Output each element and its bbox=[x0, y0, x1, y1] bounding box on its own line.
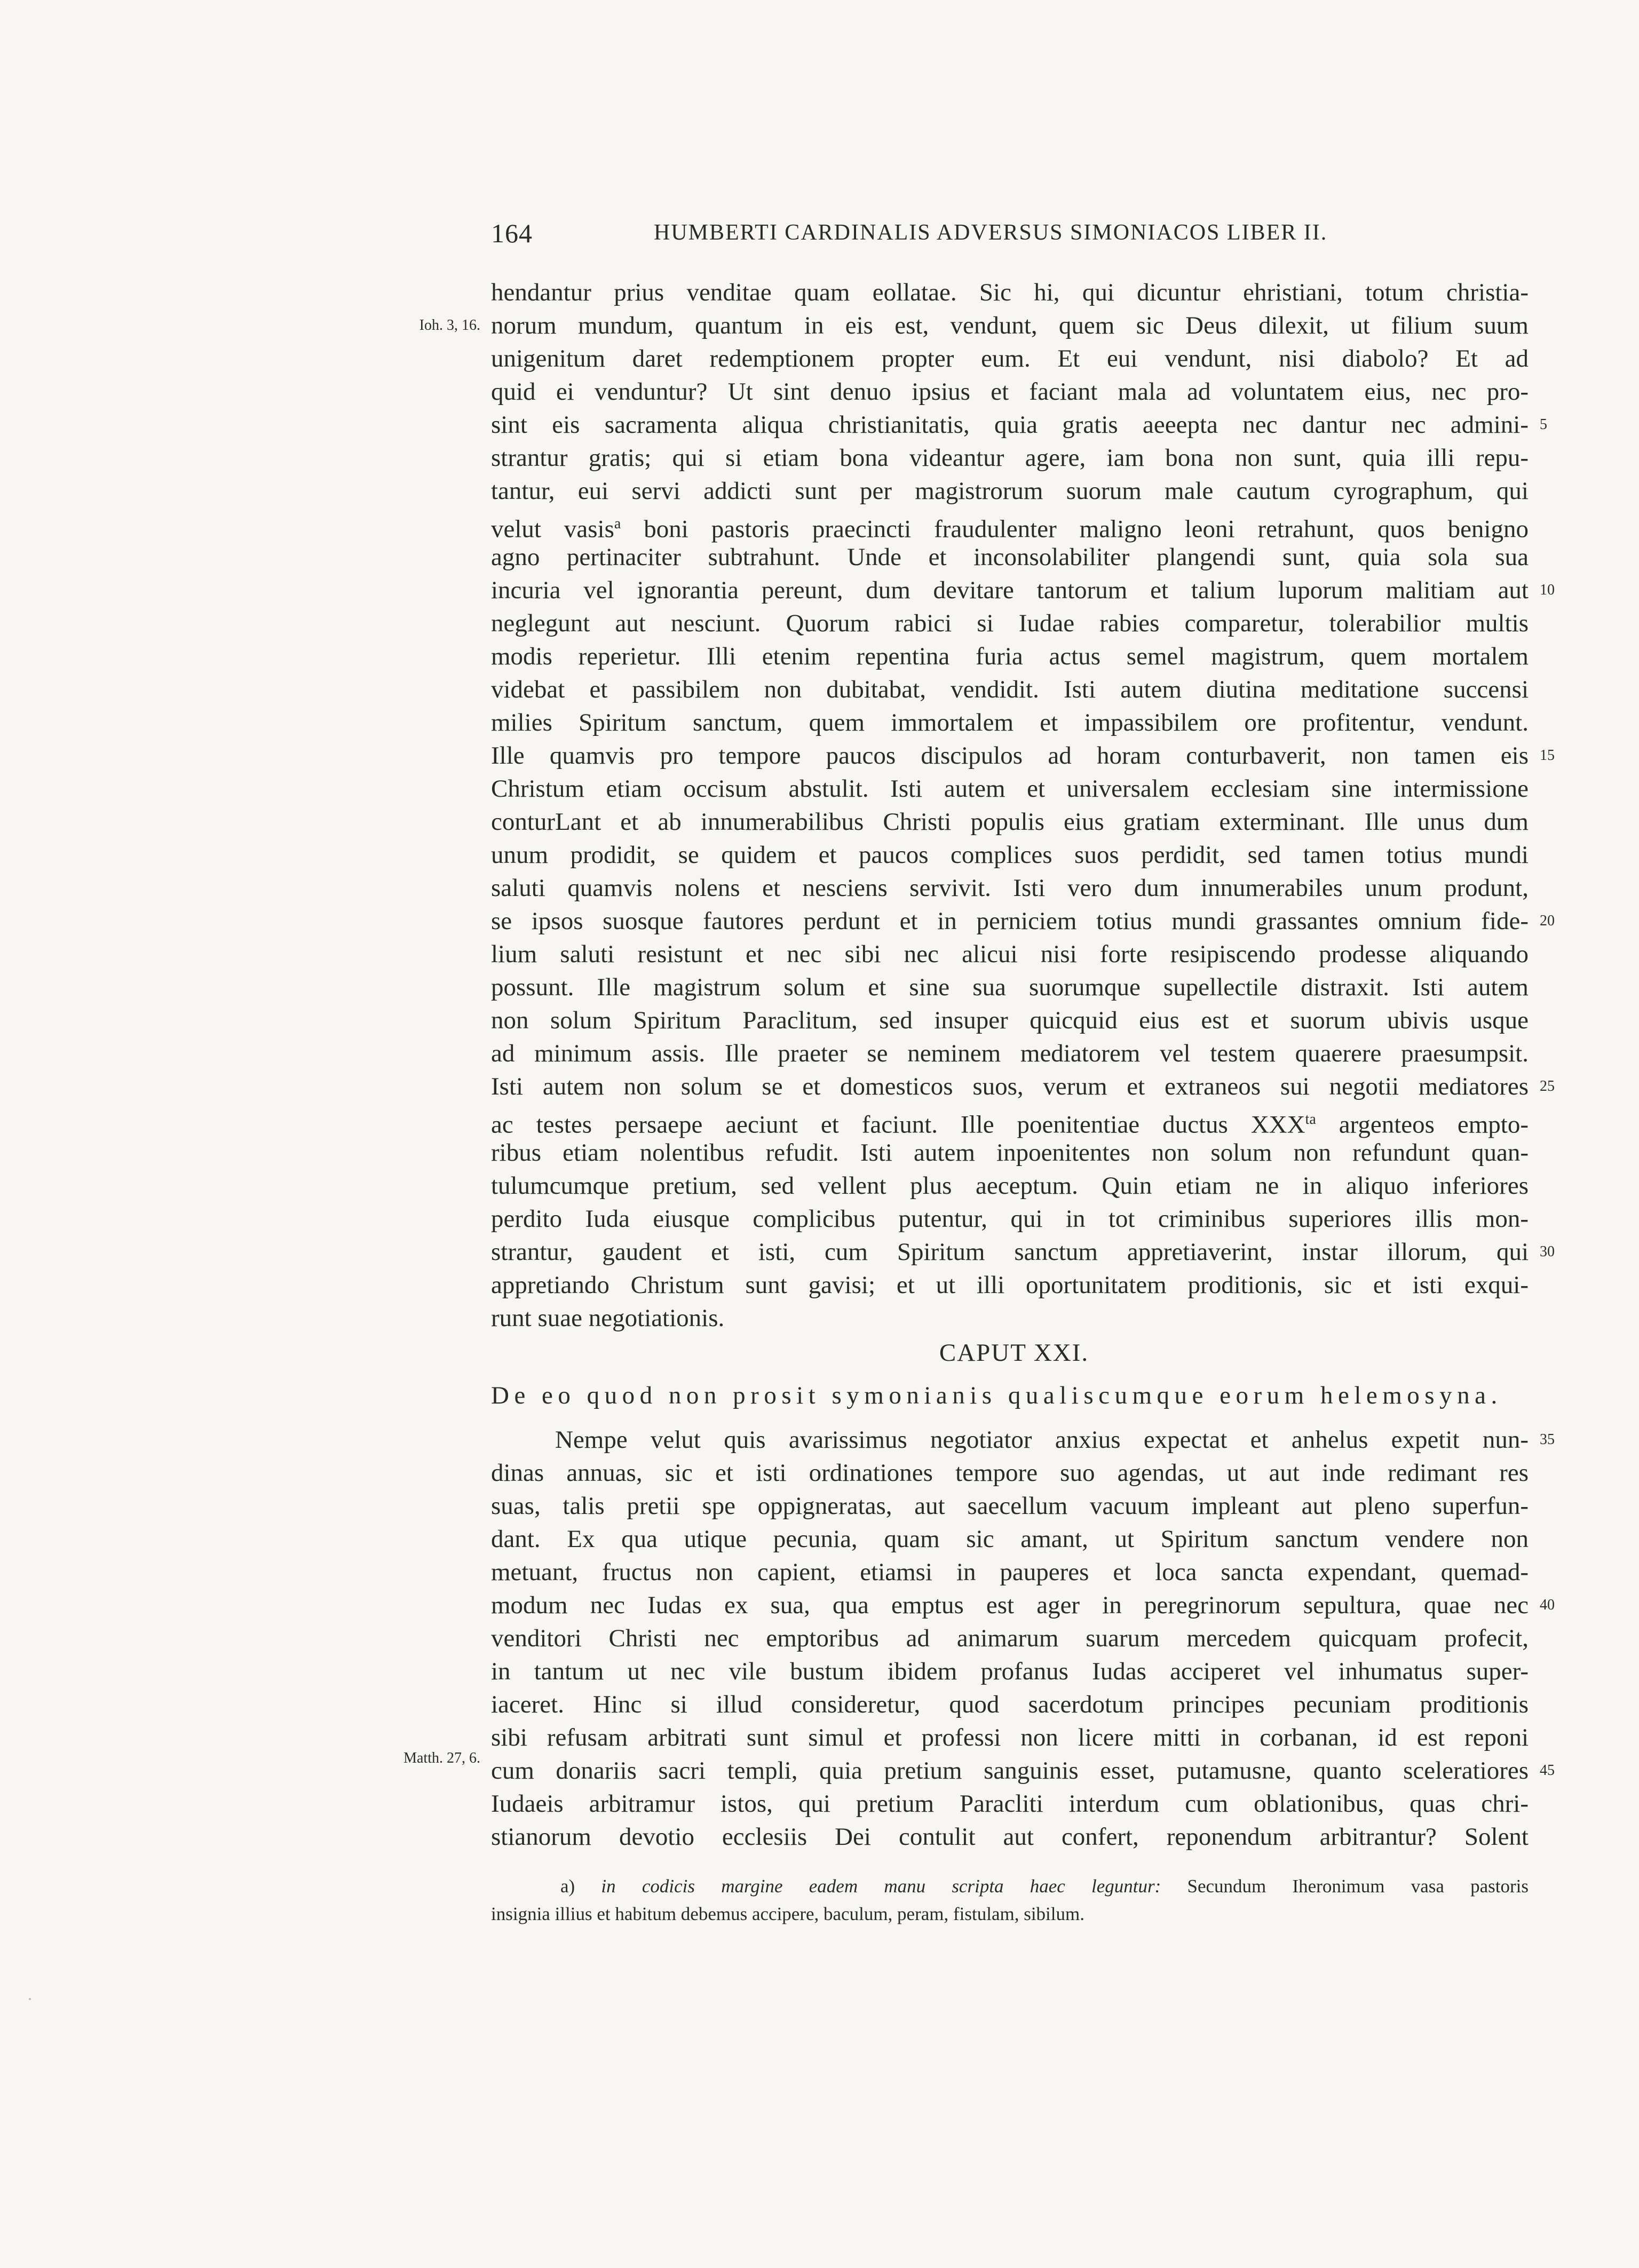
chapter-line: dant. Ex qua utique pecunia, quam sic amant, ut Spiritum sanctum vendere non bbox=[491, 1525, 1529, 1553]
chapter-line: venditori Christi nec emptoribus ad animarum suarum mercedem quicquam profecit, bbox=[491, 1624, 1529, 1652]
margin-ref-matth: Matth. 27, 6. bbox=[403, 1750, 480, 1766]
chapter-line: dinas annuas, sic et isti ordinationes tempore suo agendas, ut aut inde redimant res bbox=[491, 1459, 1529, 1487]
body-line: unigenitum daret redemptionem propter eum. Et eui vendunt, nisi diabolo? Et ad bbox=[491, 345, 1529, 372]
body-line: incuria vel ignorantia pereunt, dum devitare tantorum et talium luporum malitiam aut bbox=[491, 576, 1529, 604]
line-number: 15 bbox=[1540, 747, 1555, 764]
body-line: Ille quamvis pro tempore paucos discipulos ad horam conturbaverit, non tamen eis bbox=[491, 742, 1529, 770]
body-line: quid ei venduntur? Ut sint denuo ipsius et faciant mala ad voluntatem eius, nec pro- bbox=[491, 378, 1529, 406]
footnote-line: insignia illius et habitum debemus accipere, baculum, peram, fistulam, sibilum. bbox=[491, 1904, 1084, 1924]
running-head bbox=[491, 218, 1553, 250]
chapter-line: Iudaeis arbitramur istos, qui pretium Paracliti interdum cum oblationibus, quas chri- bbox=[491, 1790, 1529, 1818]
body-line-start: velut vasis bbox=[491, 515, 614, 543]
footnote-text: Secundum Iheronimum vasa pastoris bbox=[1187, 1876, 1529, 1897]
line-number: 35 bbox=[1540, 1431, 1555, 1448]
body-line: videbat et passibilem non dubitabat, vendidit. Isti autem diutina meditatione succensi bbox=[491, 676, 1529, 703]
body-line: lium saluti resistunt et nec sibi nec alicui nisi forte resipiscendo prodesse aliquando bbox=[491, 940, 1529, 968]
body-line-start: ac testes persaepe aeciunt et faciunt. Ille poenitentiae ductus XXX bbox=[491, 1111, 1305, 1139]
footnote-marker: a) bbox=[560, 1876, 575, 1897]
body-line-rest: argenteos empto- bbox=[1316, 1111, 1529, 1139]
body-line: modis reperietur. Illi etenim repentina furia actus semel magistrum, quem mortalem bbox=[491, 643, 1529, 670]
body-line: non solum Spiritum Paraclitum, sed insuper quicquid eius est et suorum ubivis usque bbox=[491, 1006, 1529, 1034]
body-line: conturLant et ab innumerabilibus Christi populis eius gratiam exterminant. Ille unus dum bbox=[491, 808, 1529, 836]
chapter-line: iaceret. Hinc si illud consideretur, quod sacerdotum principes pecuniam proditionis bbox=[491, 1691, 1529, 1718]
line-number: 5 bbox=[1540, 416, 1547, 433]
body-line: runt suae negotiationis. bbox=[491, 1304, 725, 1332]
chapter-title: CAPUT XXI. bbox=[939, 1339, 1089, 1367]
body-line: agno pertinaciter subtrahunt. Unde et inconsolabiliter plangendi sunt, quia sola sua bbox=[491, 543, 1529, 571]
body-line: Isti autem non solum se et domesticos suos, verum et extraneos sui negotii mediatores bbox=[491, 1073, 1529, 1100]
body-line: strantur gratis; qui si etiam bona videantur agere, iam bona non sunt, quia illi repu- bbox=[491, 444, 1529, 472]
body-line: perdito Iuda eiusque complicibus putentur, qui in tot criminibus superiores illis mon- bbox=[491, 1205, 1529, 1233]
body-line: possunt. Ille magistrum solum et sine sua suorumque supellectile distraxit. Isti autem bbox=[491, 973, 1529, 1001]
body-line: unum prodidit, se quidem et paucos complices suos perdidit, sed tamen totius mundi bbox=[491, 841, 1529, 869]
superscript-ta: ta bbox=[1305, 1111, 1316, 1128]
line-number: 25 bbox=[1540, 1078, 1555, 1095]
body-line: Christum etiam occisum abstulit. Isti autem et universalem ecclesiam sine intermissione bbox=[491, 775, 1529, 803]
footnote-italic: in codicis margine eadem manu scripta haec leguntur: bbox=[601, 1876, 1161, 1897]
margin-ref-ioh: Ioh. 3, 16. bbox=[419, 317, 480, 334]
body-line: sint eis sacramenta aliqua christianitatis, quia gratis aeeepta nec dantur nec admini- bbox=[491, 411, 1529, 439]
body-line: tantur, eui servi addicti sunt per magistrorum suorum male cautum cyrographum, qui bbox=[491, 477, 1529, 505]
body-line: milies Spiritum sanctum, quem immortalem et impassibilem ore profitentur, vendunt. bbox=[491, 709, 1529, 736]
body-line: ribus etiam nolentibus refudit. Isti autem inpoenitentes non solum non refundunt quan- bbox=[491, 1139, 1529, 1167]
chapter-line: suas, talis pretii spe oppigneratas, aut saecellum vacuum impleant aut pleno superfun- bbox=[491, 1492, 1529, 1520]
chapter-line: stianorum devotio ecclesiis Dei contulit aut confert, reponendum arbitrantur? Solent bbox=[491, 1823, 1529, 1851]
body-line: appretiando Christum sunt gavisi; et ut illi oportunitatem proditionis, sic et isti exqui- bbox=[491, 1271, 1529, 1299]
chapter-line: cum donariis sacri templi, quia pretium sanguinis esset, putamusne, quanto sceleratiores bbox=[491, 1757, 1529, 1785]
body-line: tulumcumque pretium, sed vellent plus aeceptum. Quin etiam ne in aliquo inferiores bbox=[491, 1172, 1529, 1200]
body-line: norum mundum, quantum in eis est, vendunt, quem sic Deus dilexit, ut filium suum bbox=[491, 312, 1529, 339]
chapter-line: modum nec Iudas ex sua, qua emptus est ager in peregrinorum sepultura, quae nec bbox=[491, 1591, 1529, 1619]
chapter-line: sibi refusam arbitrati sunt simul et professi non licere mitti in corbanan, id est reponi bbox=[491, 1724, 1529, 1751]
line-number: 40 bbox=[1540, 1597, 1555, 1613]
body-line: ad minimum assis. Ille praeter se neminem mediatorem vel testem quaerere praesumpsit. bbox=[491, 1040, 1529, 1067]
line-number: 20 bbox=[1540, 913, 1555, 929]
chapter-line: metuant, fructus non capient, etiamsi in pauperes et loca sancta expendant, quemad- bbox=[491, 1558, 1529, 1586]
body-line: strantur, gaudent et isti, cum Spiritum sanctum appretiaverint, instar illorum, qui bbox=[491, 1238, 1529, 1266]
body-line: saluti quamvis nolens et nesciens servivit. Isti vero dum innumerabiles unum produnt, bbox=[491, 874, 1529, 902]
footnote-marker-a: a bbox=[614, 516, 621, 532]
running-title: HUMBERTI CARDINALIS ADVERSUS SIMONIACOS LIBER II. bbox=[654, 220, 1328, 245]
body-line-rest: boni pastoris praecincti fraudulenter maligno leoni retrahunt, quos benigno bbox=[621, 515, 1529, 543]
body-line-with-sup bbox=[491, 1104, 1529, 1139]
scan-speck bbox=[29, 1998, 31, 2000]
chapter-subtitle: De eo quod non prosit symonianis qualiscumque eorum helemosyna. bbox=[491, 1382, 1502, 1409]
chapter-line: in tantum ut nec vile bustum ibidem profanus Iudas acciperet vel inhumatus super- bbox=[491, 1658, 1529, 1685]
footnote-line bbox=[560, 1872, 1529, 1901]
body-line: hendantur prius venditae quam eollatae. Sic hi, qui dicuntur ehristiani, totum christia- bbox=[491, 279, 1529, 306]
body-line-with-note bbox=[491, 508, 1529, 543]
body-line: se ipsos suosque fautores perdunt et in perniciem totius mundi grassantes omnium fide- bbox=[491, 907, 1529, 935]
chapter-line: Nempe velut quis avarissimus negotiator anxius expectat et anhelus expetit nun- bbox=[555, 1426, 1529, 1454]
line-number: 30 bbox=[1540, 1243, 1555, 1260]
line-number: 45 bbox=[1540, 1762, 1555, 1779]
page-number: 164 bbox=[491, 218, 533, 248]
body-line: neglegunt aut nesciunt. Quorum rabici si Iudae rabies comparetur, tolerabilior multis bbox=[491, 609, 1529, 637]
line-number: 10 bbox=[1540, 582, 1555, 598]
